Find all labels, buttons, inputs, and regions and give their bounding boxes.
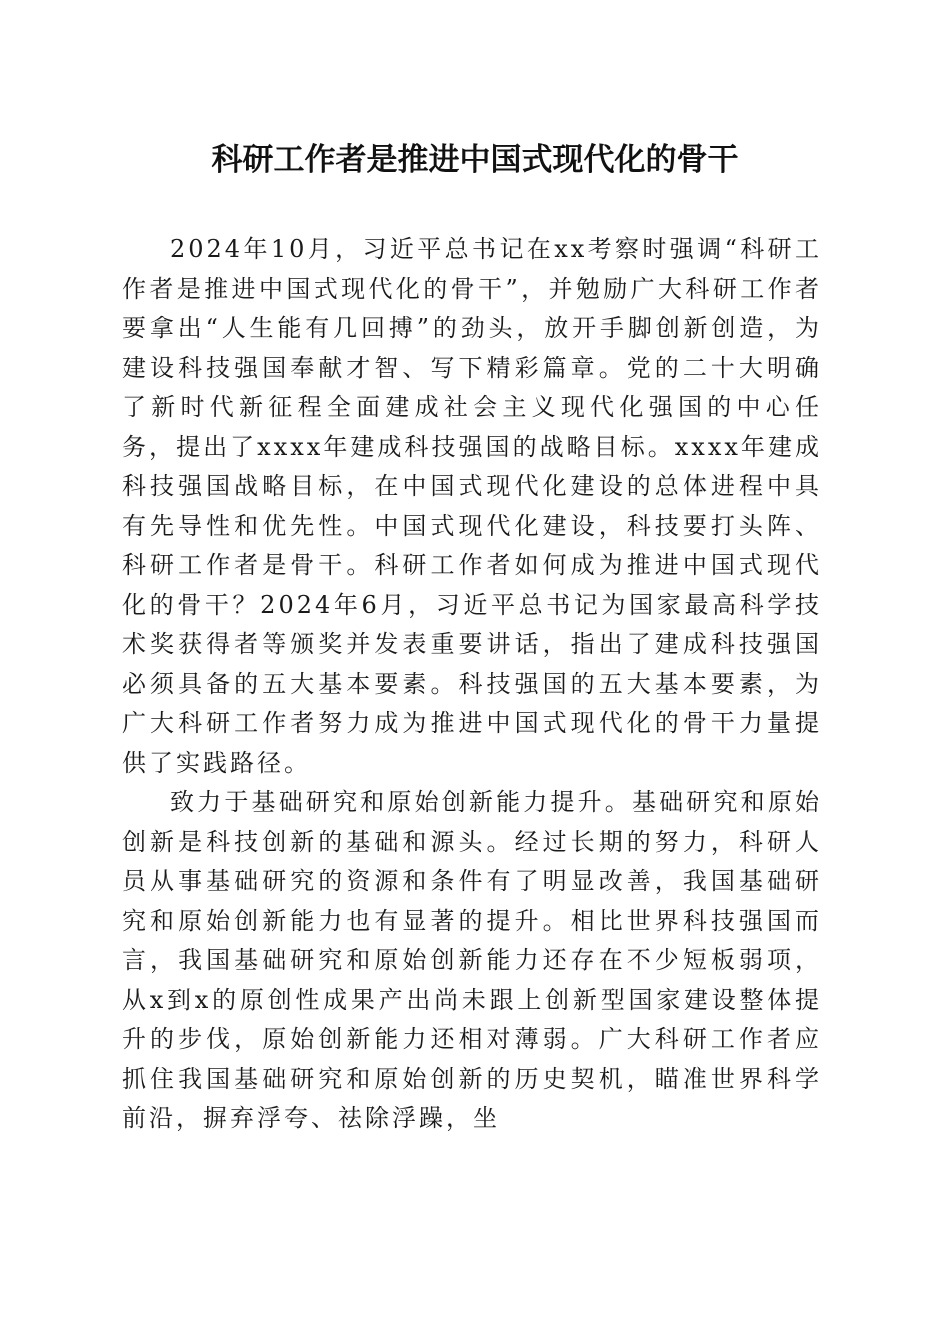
paragraph-1: 2024年10月，习近平总书记在xx考察时强调“科研工作者是推进中国式现代化的骨干”，并勉励广大科研工作者要拿出“人生能有几回搏”的劲头，放开手脚创新创造，为建设科技强国奉献才智、写下精彩篇章。党的二十大明确了新时代新征程全面建成社会主义现代化强国的中心任务，提出了xxxx年建成科技强国的战略目标。xxxx年建成科技强国战略目标，在中国式现代化建设的总体进程中具有先导性和优先性。中国式现代化建设，科技要打头阵、科研工作者是骨干。科研工作者如何成为推进中国式现代化的骨干？2024年6月，习近平总书记为国家最高科学技术奖获得者等颁奖并发表重要讲话，指出了建成科技强国必须具备的五大基本要素。科技强国的五大基本要素，为广大科研工作者努力成为推进中国式现代化的骨干力量提供了实践路径。 [122, 235, 822, 777]
paragraph-2: 致力于基础研究和原始创新能力提升。基础研究和原始创新是科技创新的基础和源头。经过长期的努力，科研人员从事基础研究的资源和条件有了明显改善，我国基础研究和原始创新能力也有显著的提升。相比世界科技强国而言，我国基础研究和原始创新能力还存在不少短板弱项，从x到x的原创性成果产出尚未跟上创新型国家建设整体提升的步伐，原始创新能力还相对薄弱。广大科研工作者应抓住我国基础研究和原始创新的历史契机，瞄准世界科学前沿，摒弃浮夸、祛除浮躁，坐 [122, 788, 822, 1132]
document-body [122, 230, 822, 1139]
document-title: 科研工作者是推进中国式现代化的骨干 [211, 142, 739, 178]
